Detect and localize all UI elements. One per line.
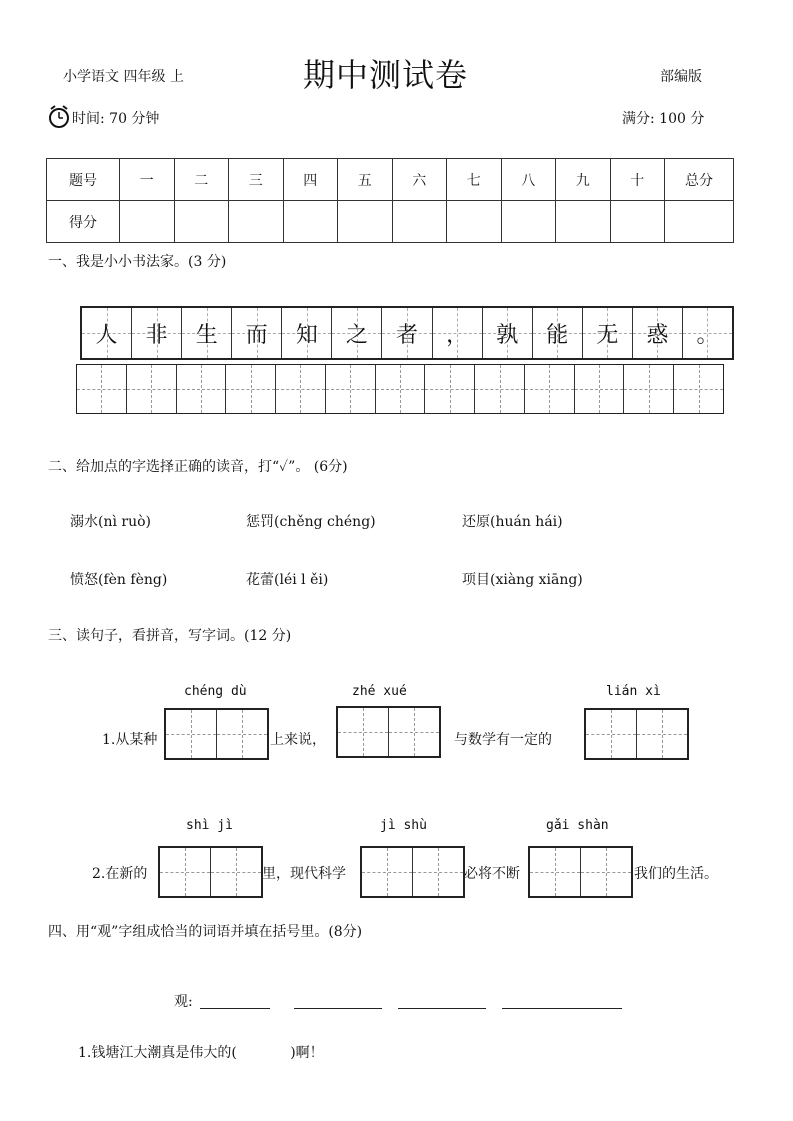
score-input-cell[interactable]	[556, 201, 611, 243]
section4-heading: 四、用“观”字组成恰当的词语并填在括号里。(8分)	[48, 924, 363, 940]
score-input-cell[interactable]	[392, 201, 447, 243]
calligraphy-model-row	[80, 306, 734, 360]
table-cell: 一	[120, 159, 175, 201]
time-label: 时间: 70 分钟	[72, 111, 160, 127]
pinyin-label: zhé xué	[352, 684, 407, 699]
pinyin-choice-item[interactable]: 花蕾(léi l ěi)	[246, 572, 329, 588]
answer-blank[interactable]	[502, 994, 622, 1009]
practice-cell[interactable]	[674, 365, 723, 413]
table-cell: 得分	[47, 201, 120, 243]
pinyin-label: gǎi shàn	[546, 818, 609, 833]
writing-box[interactable]	[584, 708, 689, 760]
practice-cell[interactable]	[525, 365, 575, 413]
table-cell: 八	[501, 159, 556, 201]
table-cell: 七	[447, 159, 502, 201]
practice-cell[interactable]	[575, 365, 625, 413]
practice-cell[interactable]	[77, 365, 127, 413]
char-cell: 非	[132, 308, 182, 358]
pinyin-choice-item[interactable]: 惩罚(chěng chéng)	[246, 514, 376, 530]
char-cell: 能	[533, 308, 583, 358]
writing-box[interactable]	[158, 846, 263, 898]
score-input-cell[interactable]	[665, 201, 734, 243]
table-cell: 二	[174, 159, 229, 201]
sentence-text: 2.在新的	[92, 866, 148, 882]
clock-icon	[48, 104, 70, 128]
score-input-cell[interactable]	[283, 201, 338, 243]
practice-cell[interactable]	[425, 365, 475, 413]
char-cell: ，	[433, 308, 483, 358]
table-cell: 六	[392, 159, 447, 201]
score-input-cell[interactable]	[501, 201, 556, 243]
edition-label: 部编版	[660, 69, 702, 85]
practice-cell[interactable]	[177, 365, 227, 413]
pinyin-choice-item[interactable]: 项目(xiàng xiāng)	[462, 572, 583, 588]
char-cell: 无	[583, 308, 633, 358]
table-cell: 九	[556, 159, 611, 201]
pinyin-label: jì shù	[380, 818, 427, 833]
score-input-cell[interactable]	[229, 201, 284, 243]
section2-heading: 二、给加点的字选择正确的读音，打“✓”。 (6分)	[48, 459, 348, 475]
char-cell: 之	[332, 308, 382, 358]
writing-box[interactable]	[360, 846, 465, 898]
section1-heading: 一、我是小小书法家。(3 分)	[48, 254, 227, 270]
table-cell: 五	[338, 159, 393, 201]
char-cell: 者	[382, 308, 432, 358]
table-cell: 总分	[665, 159, 734, 201]
practice-cell[interactable]	[376, 365, 426, 413]
pinyin-label: chéng dù	[184, 684, 247, 699]
calligraphy-practice-row[interactable]	[76, 364, 724, 414]
answer-blank[interactable]	[200, 994, 270, 1009]
answer-blank[interactable]	[398, 994, 486, 1009]
sentence-text: 上来说，	[270, 732, 326, 748]
char-cell: 惑	[633, 308, 683, 358]
pinyin-label: lián xì	[606, 684, 661, 699]
score-input-cell[interactable]	[174, 201, 229, 243]
practice-cell[interactable]	[127, 365, 177, 413]
writing-box[interactable]	[528, 846, 633, 898]
char-cell: 知	[282, 308, 332, 358]
question-text: 1.钱塘江大潮真是伟大的( )啊！	[78, 1045, 324, 1061]
table-row	[47, 201, 734, 243]
score-table	[46, 158, 734, 243]
table-cell: 四	[283, 159, 338, 201]
word-prefix: 观:	[174, 994, 193, 1010]
writing-box[interactable]	[336, 706, 441, 758]
sentence-text: 1.从某种	[102, 732, 158, 748]
sentence-text: 我们的生活。	[634, 866, 718, 882]
score-input-cell[interactable]	[338, 201, 393, 243]
table-row	[47, 159, 734, 201]
practice-cell[interactable]	[276, 365, 326, 413]
sentence-text: 与数学有一定的	[454, 732, 552, 748]
answer-blank[interactable]	[294, 994, 382, 1009]
char-cell: 孰	[483, 308, 533, 358]
practice-cell[interactable]	[226, 365, 276, 413]
practice-cell[interactable]	[326, 365, 376, 413]
char-cell: 而	[232, 308, 282, 358]
table-cell: 十	[610, 159, 665, 201]
char-cell: 生	[182, 308, 232, 358]
char-cell: 。	[683, 308, 732, 358]
pinyin-choice-item[interactable]: 还原(huán hái)	[462, 514, 563, 530]
score-input-cell[interactable]	[610, 201, 665, 243]
sentence-text: 里，现代科学	[262, 866, 346, 882]
score-label: 满分: 100 分	[622, 111, 705, 127]
score-input-cell[interactable]	[447, 201, 502, 243]
section3-heading: 三、读句子，看拼音，写字词。(12 分)	[48, 628, 292, 644]
page-title: 期中测试卷	[303, 56, 469, 94]
table-cell: 题号	[47, 159, 120, 201]
score-input-cell[interactable]	[120, 201, 175, 243]
pinyin-label: shì jì	[186, 818, 233, 833]
pinyin-choice-item[interactable]: 愤怒(fèn fèng)	[70, 572, 168, 588]
sentence-text: 必将不断	[464, 866, 520, 882]
subject-label: 小学语文 四年级 上	[63, 69, 184, 85]
table-cell: 三	[229, 159, 284, 201]
char-cell: 人	[82, 308, 132, 358]
writing-box[interactable]	[164, 708, 269, 760]
practice-cell[interactable]	[475, 365, 525, 413]
pinyin-choice-item[interactable]: 溺水(nì ruò)	[70, 514, 152, 530]
practice-cell[interactable]	[624, 365, 674, 413]
